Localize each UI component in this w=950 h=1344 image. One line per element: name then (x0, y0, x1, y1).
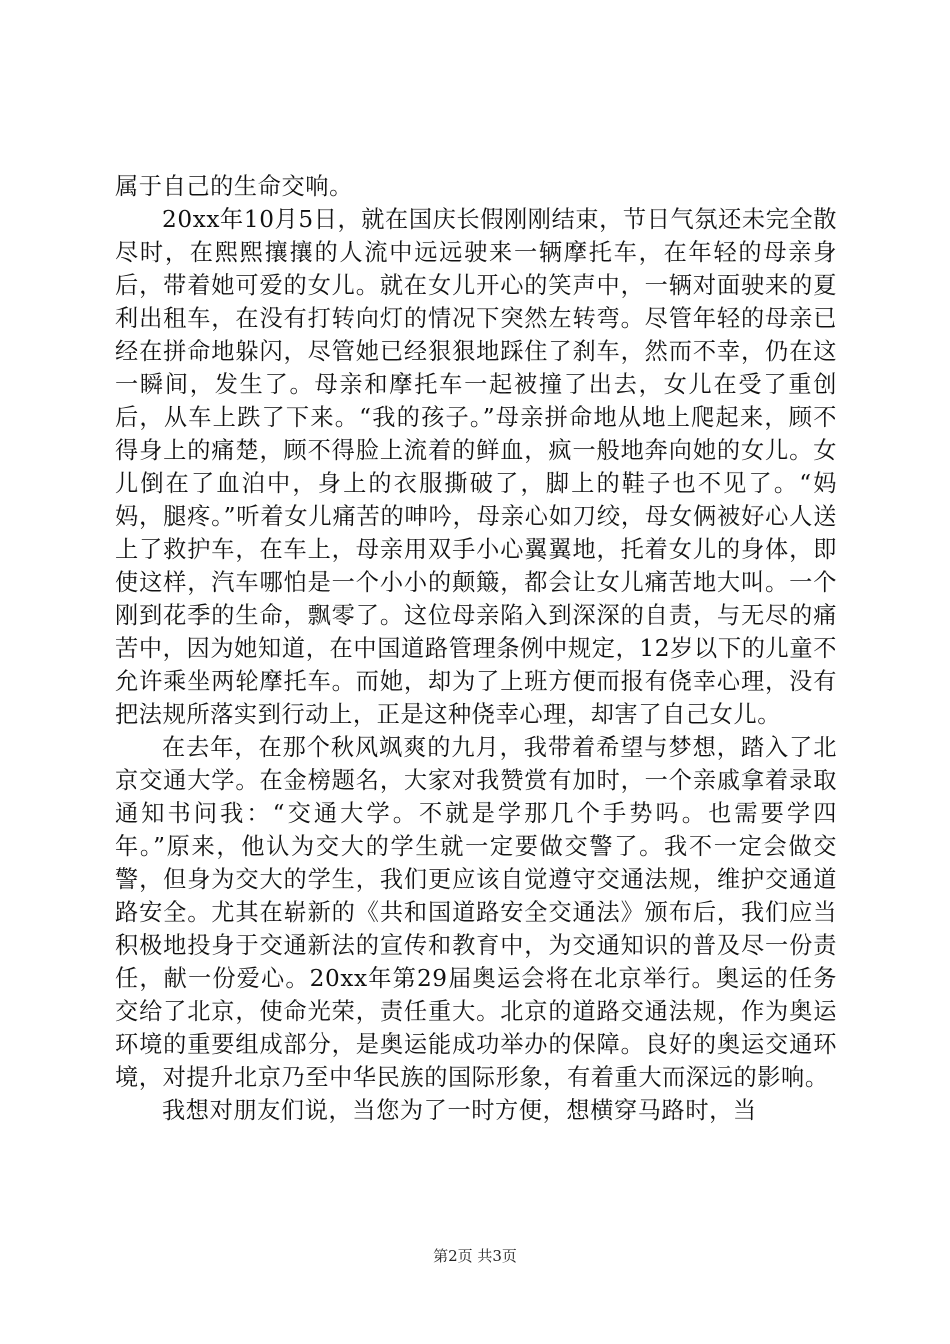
paragraph-university: 在去年，在那个秋风飒爽的九月，我带着希望与梦想，踏入了北京交通大学。在金榜题名，大家对我赞赏有加时，一个亲戚拿着录取通知书问我：“交通大学。不就是学那几个手势吗。也需要学四年。”原来，他认为交大的学生就一定要做交警了。我不一定会做交警，但身为交大的学生，我们更应该自觉遵守交通法规，维护交通道路安全。尤其在崭新的《共和国道路安全交通法》颁布后，我们应当积极地投身于交通新法的宣传和教育中，为交通知识的普及尽一份责任，献一份爱心。20xx年第29届奥运会将在北京举行。奥运的任务交给了北京，使命光荣，责任重大。北京的道路交通法规，作为奥运环境的重要组成部分，是奥运能成功举办的保障。良好的奥运交通环境，对提升北京乃至中华民族的国际形象，有着重大而深远的影响。 (115, 734, 837, 1091)
page-footer: 第2页 共3页 (433, 1247, 517, 1265)
paragraph-continuation: 属于自己的生命交响。 (115, 173, 353, 200)
paragraph-appeal: 我想对朋友们说，当您为了一时方便，想横穿马路时，当 (162, 1097, 757, 1124)
document-body (115, 170, 837, 1127)
paragraph-accident-story: 20xx年10月5日，就在国庆长假刚刚结束，节日气氛还未完全散尽时，在熙熙攘攘的人流中远远驶来一辆摩托车，在年轻的母亲身后，带着她可爱的女儿。就在女儿开心的笑声中，一辆对面驶来的夏利出租车，在没有打转向灯的情况下突然左转弯。尽管年轻的母亲已经在拼命地躲闪，尽管她已经狠狠地踩住了刹车，然而不幸，仍在这一瞬间，发生了。母亲和摩托车一起被撞了出去，女儿在受了重创后，从车上跌了下来。“我的孩子。”母亲拼命地从地上爬起来，顾不得身上的痛楚，顾不得脸上流着的鲜血，疯一般地奔向她的女儿。女儿倒在了血泊中，身上的衣服撕破了，脚上的鞋子也不见了。“妈妈，腿疼。”听着女儿痛苦的呻吟，母亲心如刀绞，母女俩被好心人送上了救护车，在车上，母亲用双手小心翼翼地，托着女儿的身体，即使这样，汽车哪怕是一个小小的颠簸，都会让女儿痛苦地大叫。一个刚到花季的生命，飘零了。这位母亲陷入到深深的自责，与无尽的痛苦中，因为她知道，在中国道路管理条例中规定，12岁以下的儿童不允许乘坐两轮摩托车。而她，却为了上班方便而报有侥幸心理，没有把法规所落实到行动上，正是这种侥幸心理，却害了自己女儿。 (115, 206, 838, 728)
